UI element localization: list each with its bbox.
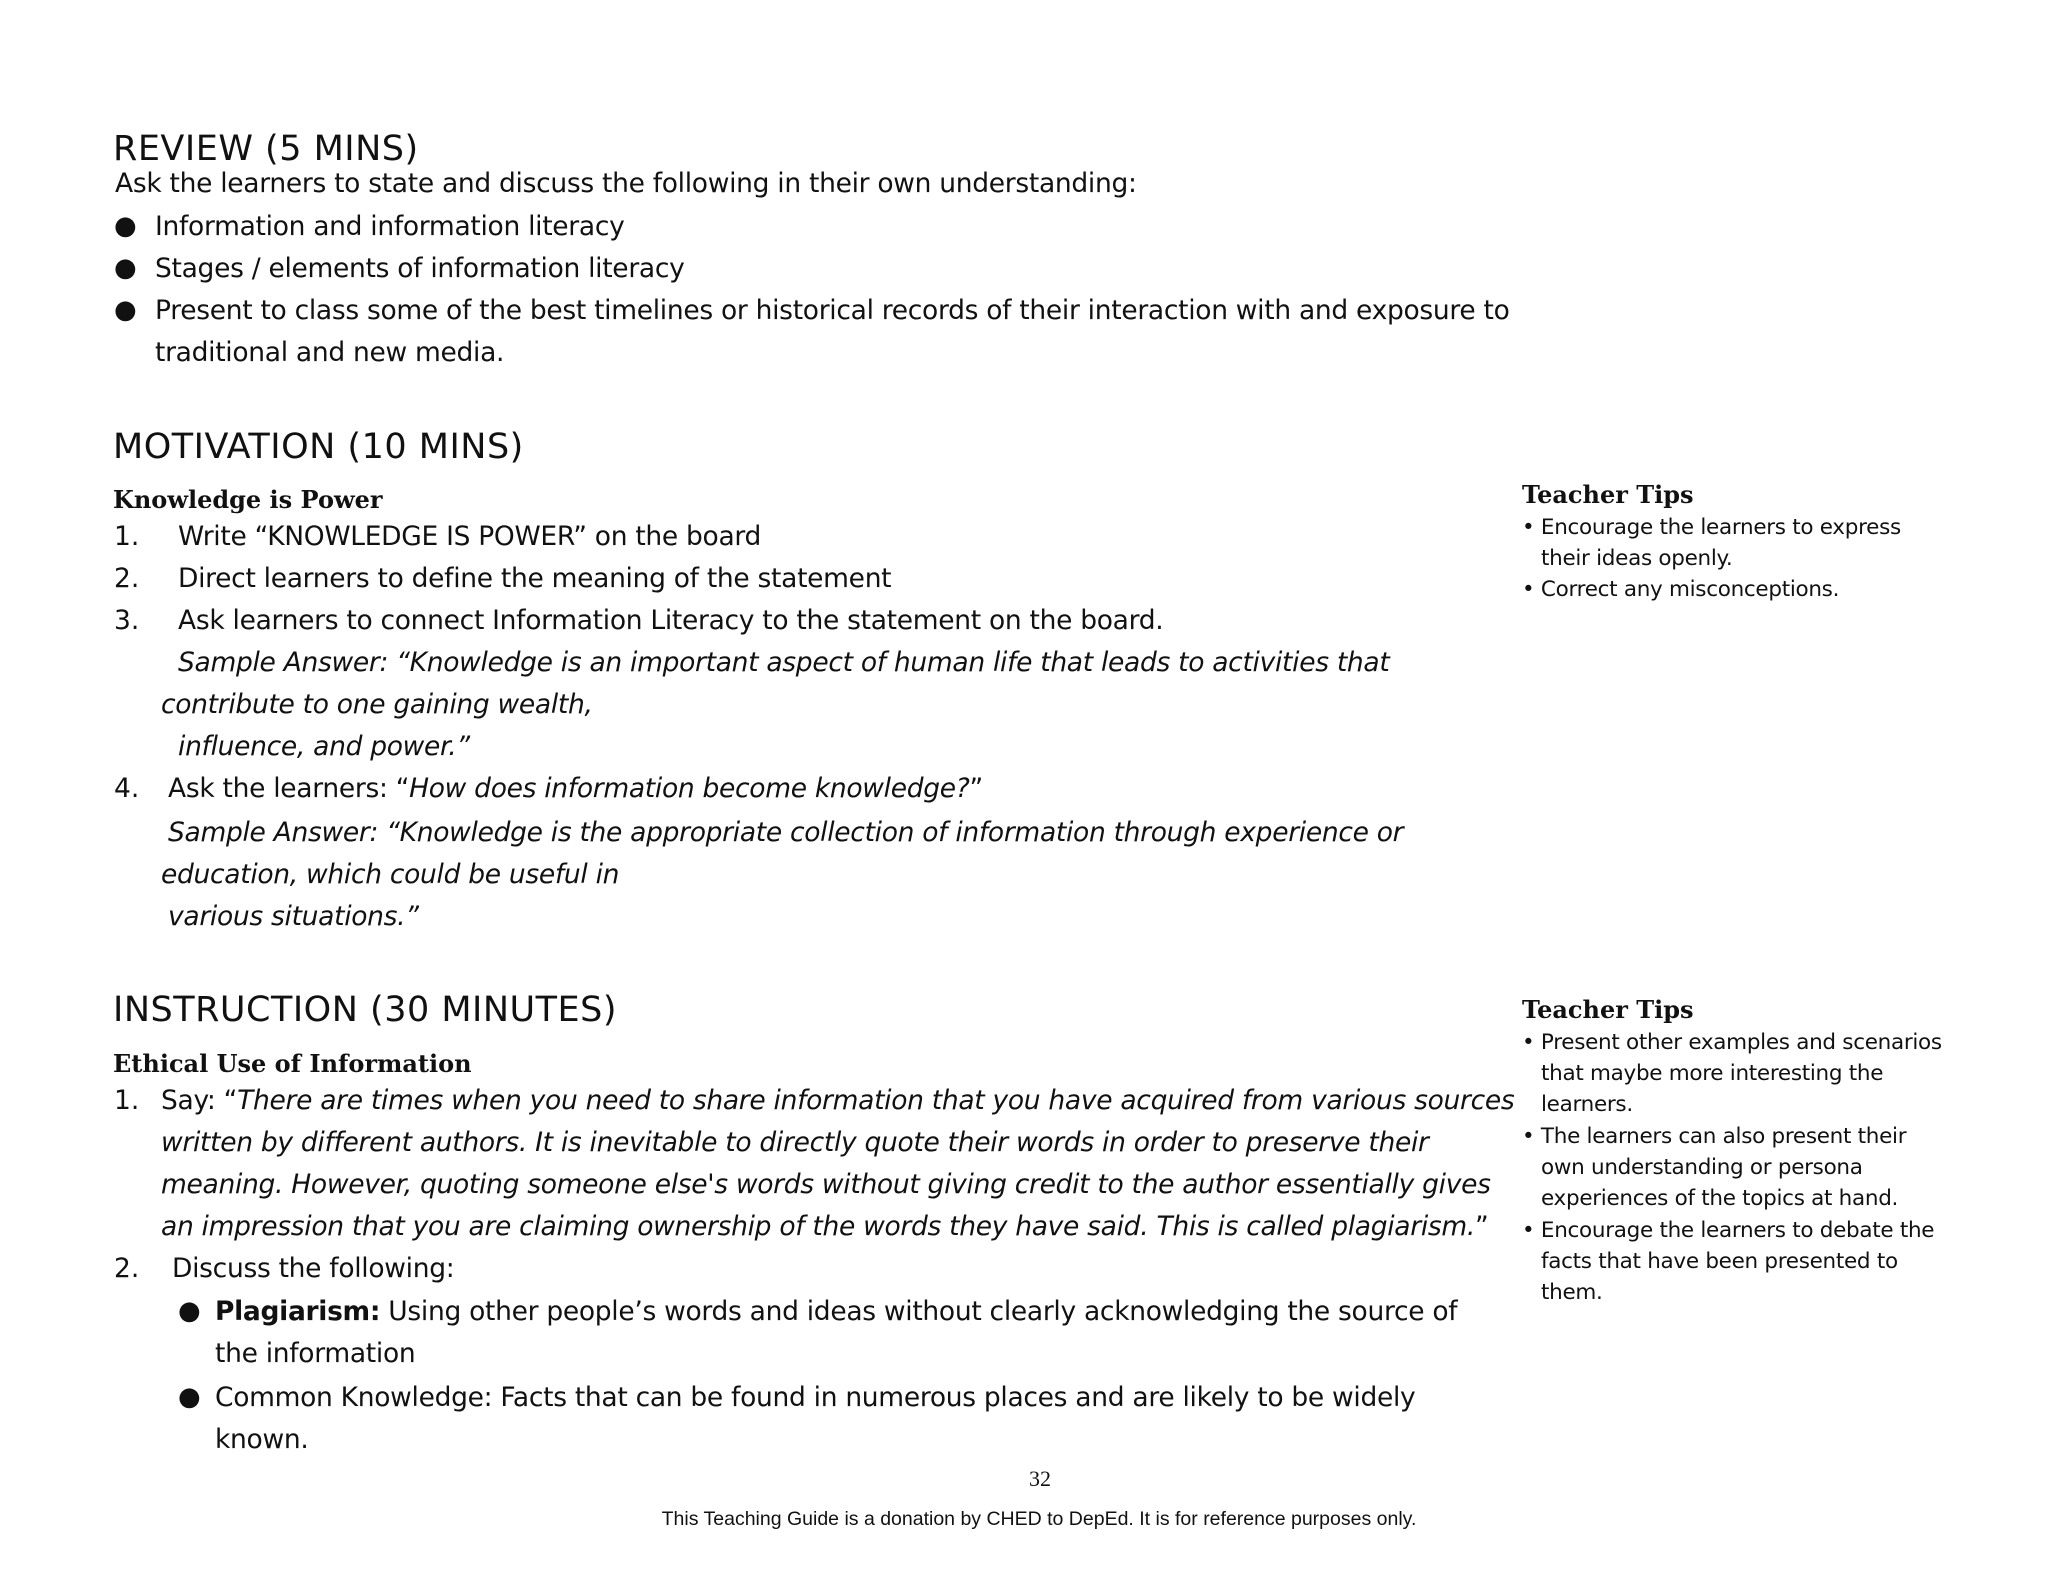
tip-line: • Present other examples and scenarios bbox=[1522, 1030, 1942, 1055]
motivation-item-3: Ask learners to connect Information Literacy to the statement on the board. bbox=[178, 605, 1164, 636]
item-number: 3. bbox=[114, 605, 140, 636]
review-heading: REVIEW (5 MINS) bbox=[113, 129, 419, 169]
quote-close: ” bbox=[1475, 1211, 1489, 1242]
review-bullet-3: Present to class some of the best timelines or historical records of their interaction with and exposure to bbox=[155, 295, 1510, 326]
item-number: 2. bbox=[114, 1253, 140, 1284]
instruction-item-1-line-4 bbox=[161, 1211, 1488, 1243]
sample-answer-2-line-2: education, which could be useful in bbox=[161, 859, 620, 890]
instruction-heading: INSTRUCTION (30 MINUTES) bbox=[113, 990, 618, 1030]
motivation-item-4 bbox=[168, 773, 983, 805]
motivation-item-1: Write “KNOWLEDGE IS POWER” on the board bbox=[178, 521, 762, 552]
motivation-item-2: Direct learners to define the meaning of the statement bbox=[178, 563, 892, 594]
review-bullet-1: Information and information literacy bbox=[155, 211, 625, 242]
review-bullet-3-cont: traditional and new media. bbox=[155, 337, 505, 368]
review-intro: Ask the learners to state and discuss the following in their own understanding: bbox=[115, 168, 1137, 199]
tip-line: their ideas openly. bbox=[1541, 546, 1733, 571]
page-number: 32 bbox=[1029, 1466, 1051, 1491]
plagiarism-line-1 bbox=[215, 1296, 1457, 1328]
instruction-item-2: Discuss the following: bbox=[172, 1253, 455, 1284]
motivation-subheading: Knowledge is Power bbox=[113, 485, 383, 514]
common-knowledge-line-2: known. bbox=[215, 1424, 309, 1455]
bullet-icon: ● bbox=[114, 295, 137, 325]
item-number: 4. bbox=[114, 773, 140, 804]
item-4-prefix: Ask the learners: “ bbox=[168, 773, 410, 804]
quote-text: There are times when you need to share information that you have acquired from various sources bbox=[237, 1085, 1515, 1116]
quote-text: an impression that you are claiming ownership of the words they have said. This is called plagiarism. bbox=[161, 1211, 1476, 1242]
say-prefix: Say: “ bbox=[161, 1085, 238, 1116]
instruction-item-1-line-3: meaning. However, quoting someone else's words without giving credit to the author essentially gives bbox=[161, 1169, 1491, 1200]
item-4-question: How does information become knowledge? bbox=[409, 773, 970, 804]
instruction-subheading: Ethical Use of Information bbox=[113, 1049, 472, 1078]
item-number: 1. bbox=[114, 521, 140, 552]
tip-line: • The learners can also present their bbox=[1522, 1124, 1907, 1149]
tip-line: • Encourage the learners to debate the bbox=[1522, 1218, 1935, 1243]
bullet-icon: ● bbox=[178, 1296, 201, 1326]
tip-line: them. bbox=[1541, 1280, 1603, 1305]
item-4-close: ” bbox=[969, 773, 983, 804]
tip-line: learners. bbox=[1541, 1092, 1633, 1117]
tip-line: facts that have been presented to bbox=[1541, 1249, 1898, 1274]
sample-answer-1-line-2: contribute to one gaining wealth, bbox=[161, 689, 593, 720]
instruction-item-1-line-1 bbox=[161, 1085, 1514, 1117]
tip-line: that maybe more interesting the bbox=[1541, 1061, 1884, 1086]
motivation-heading: MOTIVATION (10 MINS) bbox=[113, 427, 524, 467]
tip-line: own understanding or persona bbox=[1541, 1155, 1863, 1180]
plagiarism-term: Plagiarism: bbox=[215, 1296, 381, 1327]
instruction-item-1-line-2: written by different authors. It is inevitable to directly quote their words in order to preserve their bbox=[161, 1127, 1429, 1158]
item-number: 1. bbox=[114, 1085, 140, 1116]
tip-line: • Encourage the learners to express bbox=[1522, 515, 1901, 540]
bullet-icon: ● bbox=[178, 1382, 201, 1412]
bullet-icon: ● bbox=[114, 253, 137, 283]
plagiarism-line-2: the information bbox=[215, 1338, 416, 1369]
common-knowledge-line-1: Common Knowledge: Facts that can be found in numerous places and are likely to be widely bbox=[215, 1382, 1416, 1413]
teacher-tips-title: Teacher Tips bbox=[1522, 995, 1694, 1024]
tip-line: experiences of the topics at hand. bbox=[1541, 1186, 1899, 1211]
sample-answer-1-line-3: influence, and power.” bbox=[178, 731, 470, 762]
teacher-tips-title: Teacher Tips bbox=[1522, 480, 1694, 509]
sample-answer-2-line-3: various situations.” bbox=[168, 901, 419, 932]
item-number: 2. bbox=[114, 563, 140, 594]
sample-answer-2-line-1: Sample Answer: “Knowledge is the appropriate collection of information through experience or bbox=[168, 817, 1404, 848]
footer-note: This Teaching Guide is a donation by CHED to DepEd. It is for reference purposes only. bbox=[661, 1508, 1417, 1530]
tip-line: • Correct any misconceptions. bbox=[1522, 577, 1840, 602]
plagiarism-definition: Using other people’s words and ideas without clearly acknowledging the source of bbox=[380, 1296, 1458, 1327]
review-bullet-2: Stages / elements of information literacy bbox=[155, 253, 685, 284]
sample-answer-1-line-1: Sample Answer: “Knowledge is an important aspect of human life that leads to activities that bbox=[178, 647, 1390, 678]
bullet-icon: ● bbox=[114, 211, 137, 241]
